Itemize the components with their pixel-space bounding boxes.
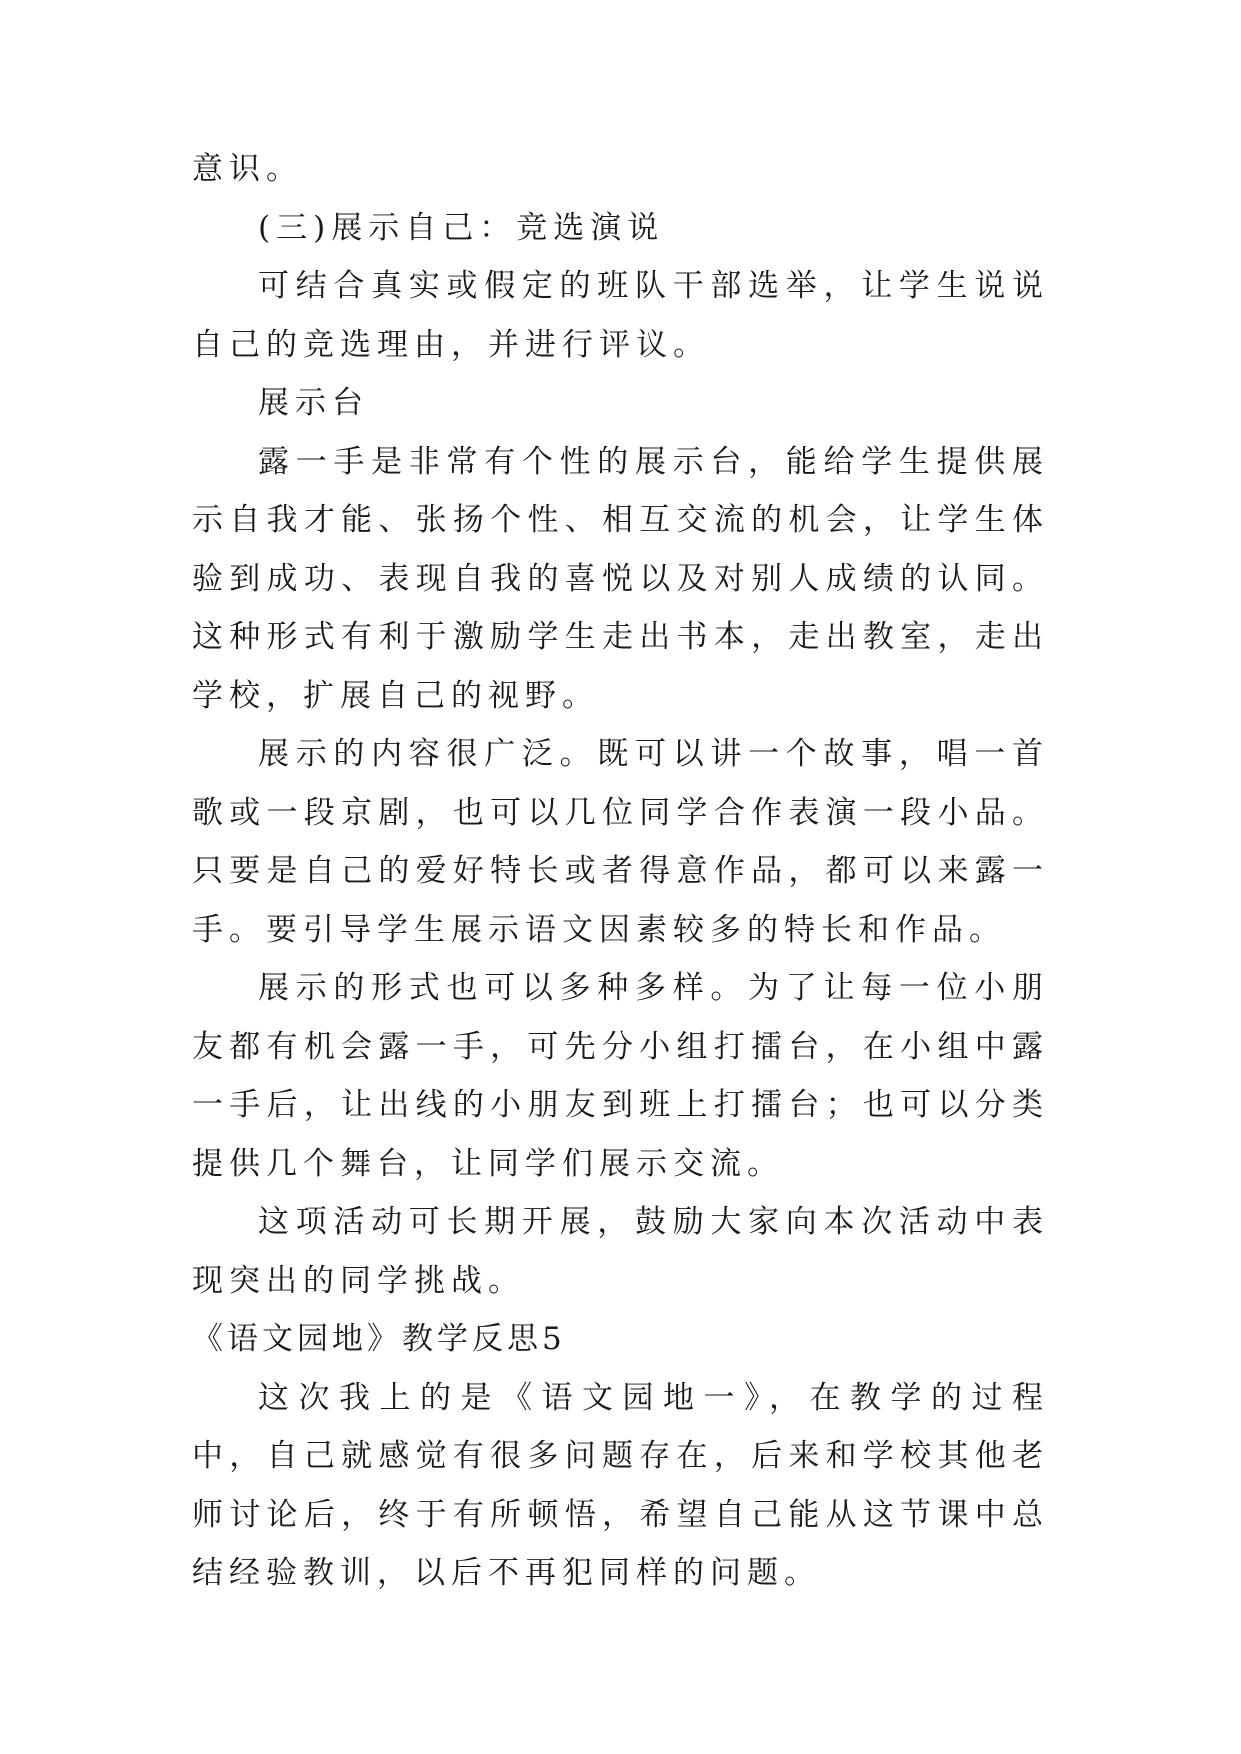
paragraph-6: 展示的内容很广泛。既可以讲一个故事，唱一首歌或一段京剧，也可以几位同学合作表演一段小品。只要是自己的爱好特长或者得意作品，都可以来露一手。要引导学生展示语文因素较多的特长和作品。 — [192, 736, 1049, 948]
paragraph-7: 展示的形式也可以多种多样。为了让每一位小朋友都有机会露一手，可先分小组打擂台，在小组中露一手后，让出线的小朋友到班上打擂台；也可以分类提供几个舞台，让同学们展示交流。 — [192, 970, 1049, 1182]
paragraph-8: 这项活动可长期开展，鼓励大家向本次活动中表现突出的同学挑战。 — [192, 1204, 1049, 1299]
article-title: 《语文园地》教学反思5 — [192, 1321, 566, 1357]
section-heading-showcase: 展示台 — [258, 385, 369, 421]
paragraph-10: 这次我上的是《语文园地一》，在教学的过程中，自己就感觉有很多问题存在，后来和学校其他老师讨论后，终于有所顿悟，希望自己能从这节课中总结经验教训，以后不再犯同样的问题。 — [192, 1379, 1049, 1591]
section-heading-display-self: (三)展示自己：竞选演说 — [258, 209, 665, 246]
paragraph-3: 可结合真实或假定的班队干部选举，让学生说说自己的竞选理由，并进行评议。 — [192, 268, 1049, 363]
paragraph-1: 意识。 — [192, 151, 303, 187]
paragraph-5: 露一手是非常有个性的展示台，能给学生提供展示自我才能、张扬个性、相互交流的机会，让学生体验到成功、表现自我的喜悦以及对别人成绩的认同。这种形式有利于激励学生走出书本，走出教室，走出学校，扩展自己的视野。 — [192, 443, 1049, 714]
